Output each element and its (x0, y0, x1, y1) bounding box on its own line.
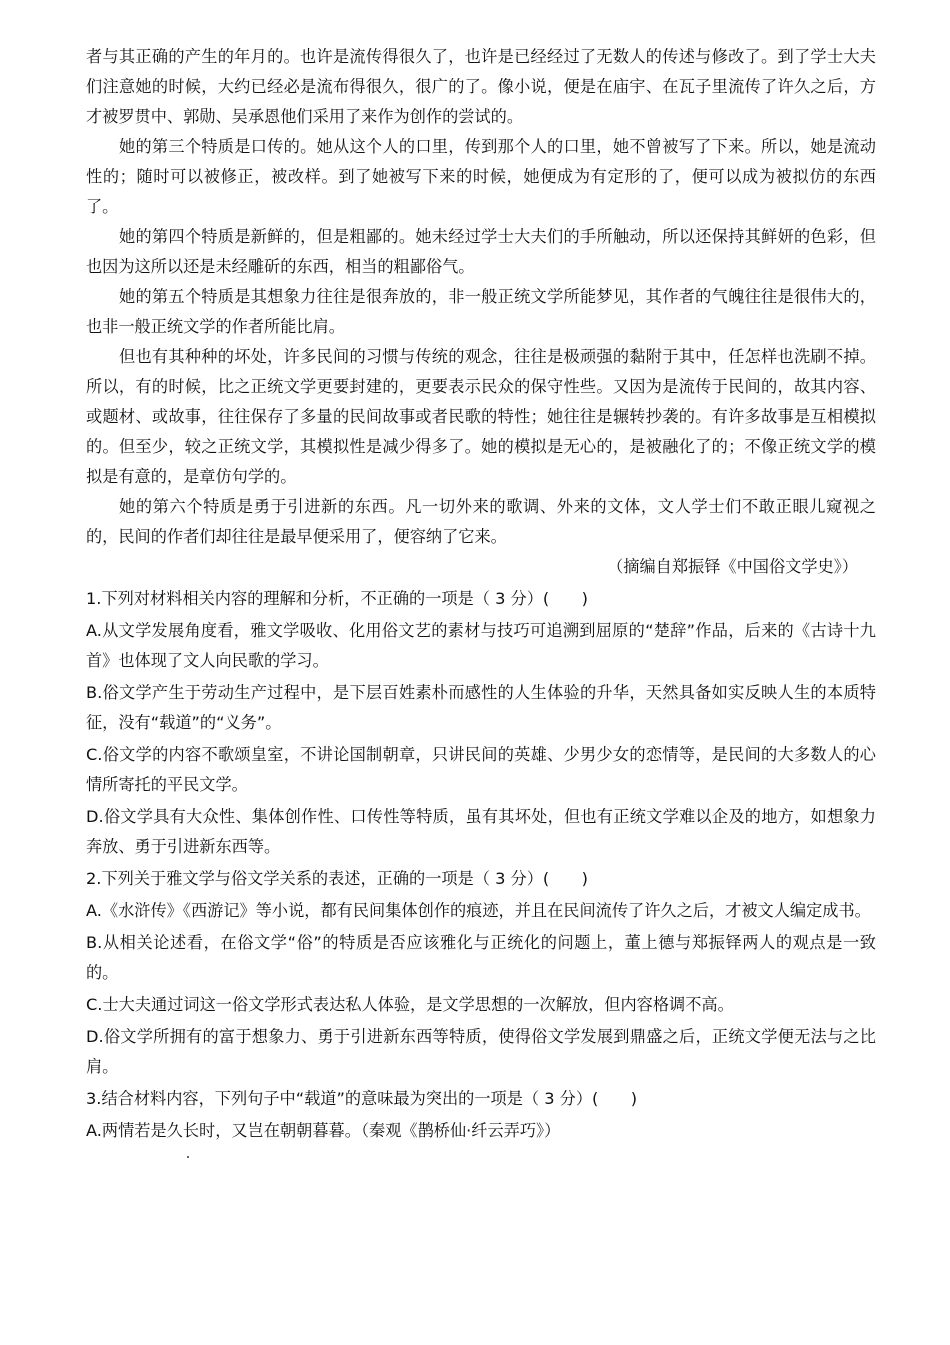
option-c: C.俗文学的内容不歌颂皇室，不讲论国制朝章，只讲民间的英雄、少男少女的恋情等，是民间的大多数人的心情所寄托的平民文学。 (86, 745, 876, 794)
passage-paragraph: 者与其正确的产生的年月的。也许是流传得很久了，也许是已经经过了无数人的传述与修改了。到了学士大夫们注意她的时候，大约已经必是流布得很久，很广的了。像小说，便是在庙宇、在瓦子里流传了许久之后，方才被罗贯中、郭勋、吴承恩他们采用了来作为创作的尝试的。 (86, 47, 876, 126)
passage-paragraph: 但也有其种种的坏处，许多民间的习惯与传统的观念，往往是极顽强的黏附于其中，任怎样也洗刷不掉。所以，有的时候，比之正统文学更要封建的，更要表示民众的保守性些。又因为是流传于民间的，故其内容、或题材、或故事，往往保存了多量的民间故事或者民歌的特性；她往往是辗转抄袭的。有许多故事是互相模拟的。但至少，较之正统文学，其模拟性是减少得多了。她的模拟是无心的，是被融化了的；不像正统文学的模拟是有意的，是章仿句学的。 (86, 347, 876, 486)
option-c: C.士大夫通过词这一俗文学形式表达私人体验，是文学思想的一次解放，但内容格调不高。 (86, 995, 734, 1014)
passage-source: （摘编自郑振铎《中国俗文学史》） (607, 557, 858, 576)
passage-paragraph: 她的第六个特质是勇于引进新的东西。凡一切外来的歌调、外来的文体，文人学士们不敢正眼儿窥视之的，民间的作者们却往往是最早便采用了，便容纳了它来。 (86, 497, 876, 546)
option-a: A.两情若是久长时，又岂在朝朝暮暮。（秦观《鹊桥仙·纤云弄巧》） (86, 1121, 561, 1140)
document-body (86, 42, 876, 1146)
option-a: A.《水浒传》《西游记》等小说，都有民间集体创作的痕迹，并且在民间流传了许久之后，才被文人编定成书。 (86, 901, 871, 920)
scan-dot (187, 1156, 189, 1158)
passage-paragraph: 她的第三个特质是口传的。她从这个人的口里，传到那个人的口里，她不曾被写了下来。所以，她是流动性的；随时可以被修正，被改样。到了她被写下来的时候，她便成为有定形的了，便可以成为被拟仿的东西了。 (86, 137, 876, 216)
option-d: D.俗文学具有大众性、集体创作性、口传性等特质，虽有其坏处，但也有正统文学难以企及的地方，如想象力奔放、勇于引进新东西等。 (86, 807, 876, 856)
option-a: A.从文学发展角度看，雅文学吸收、化用俗文艺的素材与技巧可追溯到屈原的“楚辞”作品，后来的《古诗十九首》也体现了文人向民歌的学习。 (86, 621, 876, 670)
question-stem: 2.下列关于雅文学与俗文学关系的表述，正确的一项是（ 3 分）( ) (86, 869, 588, 888)
option-d: D.俗文学所拥有的富于想象力、勇于引进新东西等特质，使得俗文学发展到鼎盛之后，正统文学便无法与之比肩。 (86, 1027, 876, 1076)
passage-paragraph: 她的第五个特质是其想象力往往是很奔放的，非一般正统文学所能梦见，其作者的气魄往往是很伟大的，也非一般正统文学的作者所能比肩。 (86, 287, 876, 336)
option-b: B.从相关论述看，在俗文学“俗”的特质是否应该雅化与正统化的问题上，董上德与郑振铎两人的观点是一致的。 (86, 933, 876, 982)
passage-paragraph: 她的第四个特质是新鲜的，但是粗鄙的。她未经过学士大夫们的手所触动，所以还保持其鲜妍的色彩，但也因为这所以还是未经雕斫的东西，相当的粗鄙俗气。 (86, 227, 876, 276)
question-stem: 1.下列对材料相关内容的理解和分析，不正确的一项是（ 3 分）( ) (86, 589, 588, 608)
option-b: B.俗文学产生于劳动生产过程中，是下层百姓素朴而感性的人生体验的升华，天然具备如实反映人生的本质特征，没有“载道”的“义务”。 (86, 683, 876, 732)
question-stem: 3.结合材料内容，下列句子中“载道”的意味最为突出的一项是（ 3 分）( ) (86, 1089, 638, 1108)
